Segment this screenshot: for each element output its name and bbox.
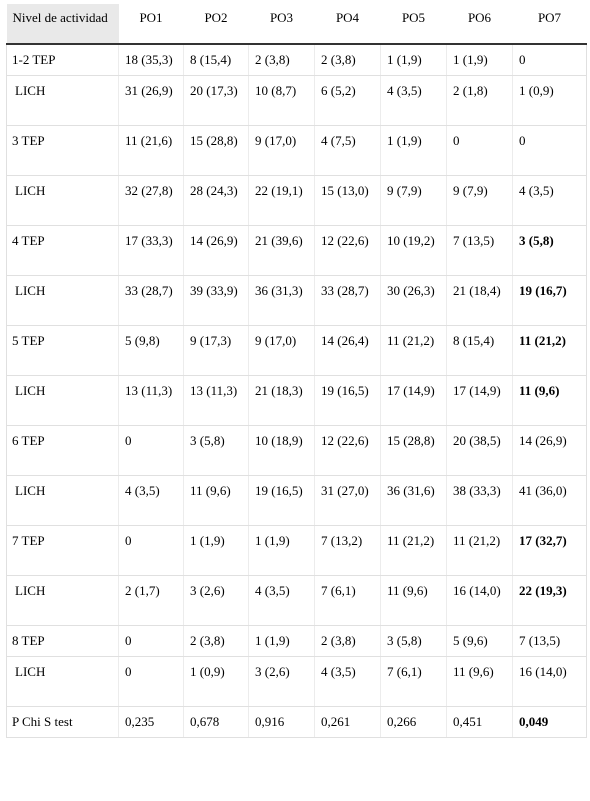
table-row — [7, 425, 587, 475]
table-cell: 0,235 — [119, 706, 184, 737]
table-cell: 1 (1,9) — [447, 44, 513, 75]
row-label: 8 TEP — [7, 625, 119, 656]
table-cell: 2 (1,7) — [119, 575, 184, 625]
table-cell: 5 (9,6) — [447, 625, 513, 656]
table-cell: 4 (3,5) — [513, 175, 587, 225]
row-label: 3 TEP — [7, 125, 119, 175]
row-label: 6 TEP — [7, 425, 119, 475]
table-cell: 1 (1,9) — [381, 125, 447, 175]
table-cell: 1 (0,9) — [184, 656, 249, 706]
table-cell: 10 (19,2) — [381, 225, 447, 275]
table-header-row — [7, 4, 587, 44]
header-po3: PO3 — [249, 4, 315, 44]
table-cell: 4 (3,5) — [315, 656, 381, 706]
table-row — [7, 475, 587, 525]
table-cell: 0 — [119, 656, 184, 706]
table-cell: 0 — [513, 125, 587, 175]
table-cell: 1 (0,9) — [513, 75, 587, 125]
row-label: 5 TEP — [7, 325, 119, 375]
table-cell: 11 (9,6) — [184, 475, 249, 525]
table-cell: 11 (21,2) — [513, 325, 587, 375]
table-row — [7, 525, 587, 575]
table-cell: 9 (17,3) — [184, 325, 249, 375]
table-cell: 31 (27,0) — [315, 475, 381, 525]
table-cell: 21 (18,3) — [249, 375, 315, 425]
table-row — [7, 656, 587, 706]
table-cell: 0 — [513, 44, 587, 75]
row-label: LICH — [7, 175, 119, 225]
row-label: 4 TEP — [7, 225, 119, 275]
table-row — [7, 175, 587, 225]
table-cell: 15 (28,8) — [184, 125, 249, 175]
table-cell: 12 (22,6) — [315, 225, 381, 275]
table-cell: 0 — [119, 425, 184, 475]
table-row — [7, 706, 587, 737]
table-cell: 7 (13,5) — [447, 225, 513, 275]
table-cell: 8 (15,4) — [184, 44, 249, 75]
table-cell: 32 (27,8) — [119, 175, 184, 225]
table-row — [7, 44, 587, 75]
table-cell: 10 (8,7) — [249, 75, 315, 125]
table-cell: 9 (7,9) — [381, 175, 447, 225]
table-cell: 3 (2,6) — [249, 656, 315, 706]
row-label: 7 TEP — [7, 525, 119, 575]
table-cell: 4 (3,5) — [119, 475, 184, 525]
table-cell: 3 (5,8) — [513, 225, 587, 275]
row-label: 1-2 TEP — [7, 44, 119, 75]
table-cell: 6 (5,2) — [315, 75, 381, 125]
table-cell: 1 (1,9) — [249, 525, 315, 575]
table-cell: 0 — [447, 125, 513, 175]
table-cell: 11 (21,6) — [119, 125, 184, 175]
table-cell: 30 (26,3) — [381, 275, 447, 325]
table-cell: 1 (1,9) — [184, 525, 249, 575]
table-row — [7, 225, 587, 275]
table-cell: 3 (5,8) — [184, 425, 249, 475]
table-cell: 7 (6,1) — [381, 656, 447, 706]
table-cell: 20 (38,5) — [447, 425, 513, 475]
table-cell: 17 (33,3) — [119, 225, 184, 275]
table-cell: 22 (19,1) — [249, 175, 315, 225]
table-cell: 0 — [119, 525, 184, 575]
row-label: LICH — [7, 575, 119, 625]
table-cell: 2 (3,8) — [315, 625, 381, 656]
table-cell: 38 (33,3) — [447, 475, 513, 525]
row-label: LICH — [7, 75, 119, 125]
table-cell: 4 (3,5) — [381, 75, 447, 125]
table-cell: 33 (28,7) — [315, 275, 381, 325]
table-cell: 28 (24,3) — [184, 175, 249, 225]
header-po7: PO7 — [513, 4, 587, 44]
table-cell: 7 (13,2) — [315, 525, 381, 575]
table-cell: 16 (14,0) — [513, 656, 587, 706]
table-cell: 9 (7,9) — [447, 175, 513, 225]
table-cell: 19 (16,5) — [315, 375, 381, 425]
header-po2: PO2 — [184, 4, 249, 44]
table-cell: 12 (22,6) — [315, 425, 381, 475]
row-label: LICH — [7, 275, 119, 325]
table-cell: 2 (3,8) — [249, 44, 315, 75]
table-row — [7, 325, 587, 375]
header-po1: PO1 — [119, 4, 184, 44]
table-cell: 11 (21,2) — [381, 525, 447, 575]
row-label: LICH — [7, 475, 119, 525]
table-row — [7, 575, 587, 625]
table-cell: 15 (28,8) — [381, 425, 447, 475]
table-cell: 11 (21,2) — [447, 525, 513, 575]
table-cell: 11 (9,6) — [447, 656, 513, 706]
table-cell: 1 (1,9) — [381, 44, 447, 75]
table-row — [7, 275, 587, 325]
table-cell: 11 (9,6) — [381, 575, 447, 625]
header-po4: PO4 — [315, 4, 381, 44]
table-cell: 1 (1,9) — [249, 625, 315, 656]
row-label: LICH — [7, 656, 119, 706]
table-cell: 16 (14,0) — [447, 575, 513, 625]
table-cell: 7 (13,5) — [513, 625, 587, 656]
table-cell: 41 (36,0) — [513, 475, 587, 525]
table-cell: 15 (13,0) — [315, 175, 381, 225]
table-cell: 0,678 — [184, 706, 249, 737]
table-cell: 0,451 — [447, 706, 513, 737]
table-cell: 0 — [119, 625, 184, 656]
table-cell: 36 (31,6) — [381, 475, 447, 525]
table-cell: 14 (26,9) — [184, 225, 249, 275]
table-cell: 0,049 — [513, 706, 587, 737]
table-cell: 10 (18,9) — [249, 425, 315, 475]
header-activity-level: Nivel de actividad — [7, 4, 119, 44]
table-cell: 39 (33,9) — [184, 275, 249, 325]
table-cell: 17 (32,7) — [513, 525, 587, 575]
table-cell: 9 (17,0) — [249, 325, 315, 375]
table-cell: 3 (2,6) — [184, 575, 249, 625]
table-cell: 22 (19,3) — [513, 575, 587, 625]
table-cell: 4 (7,5) — [315, 125, 381, 175]
row-label: P Chi S test — [7, 706, 119, 737]
table-cell: 2 (3,8) — [184, 625, 249, 656]
table-cell: 9 (17,0) — [249, 125, 315, 175]
table-cell: 4 (3,5) — [249, 575, 315, 625]
header-po5: PO5 — [381, 4, 447, 44]
table-cell: 31 (26,9) — [119, 75, 184, 125]
table-cell: 33 (28,7) — [119, 275, 184, 325]
table-cell: 13 (11,3) — [184, 375, 249, 425]
table-cell: 21 (39,6) — [249, 225, 315, 275]
table-cell: 11 (9,6) — [513, 375, 587, 425]
table-cell: 2 (3,8) — [315, 44, 381, 75]
table-row — [7, 625, 587, 656]
table-cell: 36 (31,3) — [249, 275, 315, 325]
table-cell: 0,261 — [315, 706, 381, 737]
table-cell: 2 (1,8) — [447, 75, 513, 125]
table-cell: 14 (26,9) — [513, 425, 587, 475]
table-cell: 17 (14,9) — [447, 375, 513, 425]
table-cell: 21 (18,4) — [447, 275, 513, 325]
table-row — [7, 75, 587, 125]
row-label: LICH — [7, 375, 119, 425]
table-cell: 19 (16,7) — [513, 275, 587, 325]
table-cell: 14 (26,4) — [315, 325, 381, 375]
table-cell: 19 (16,5) — [249, 475, 315, 525]
table-cell: 8 (15,4) — [447, 325, 513, 375]
table-cell: 3 (5,8) — [381, 625, 447, 656]
table-cell: 17 (14,9) — [381, 375, 447, 425]
table-cell: 5 (9,8) — [119, 325, 184, 375]
table-cell: 0,266 — [381, 706, 447, 737]
header-po6: PO6 — [447, 4, 513, 44]
table-cell: 0,916 — [249, 706, 315, 737]
table-cell: 11 (21,2) — [381, 325, 447, 375]
activity-level-table — [6, 4, 587, 738]
table-row — [7, 125, 587, 175]
table-row — [7, 375, 587, 425]
table-cell: 18 (35,3) — [119, 44, 184, 75]
table-cell: 20 (17,3) — [184, 75, 249, 125]
table-cell: 7 (6,1) — [315, 575, 381, 625]
table-cell: 13 (11,3) — [119, 375, 184, 425]
